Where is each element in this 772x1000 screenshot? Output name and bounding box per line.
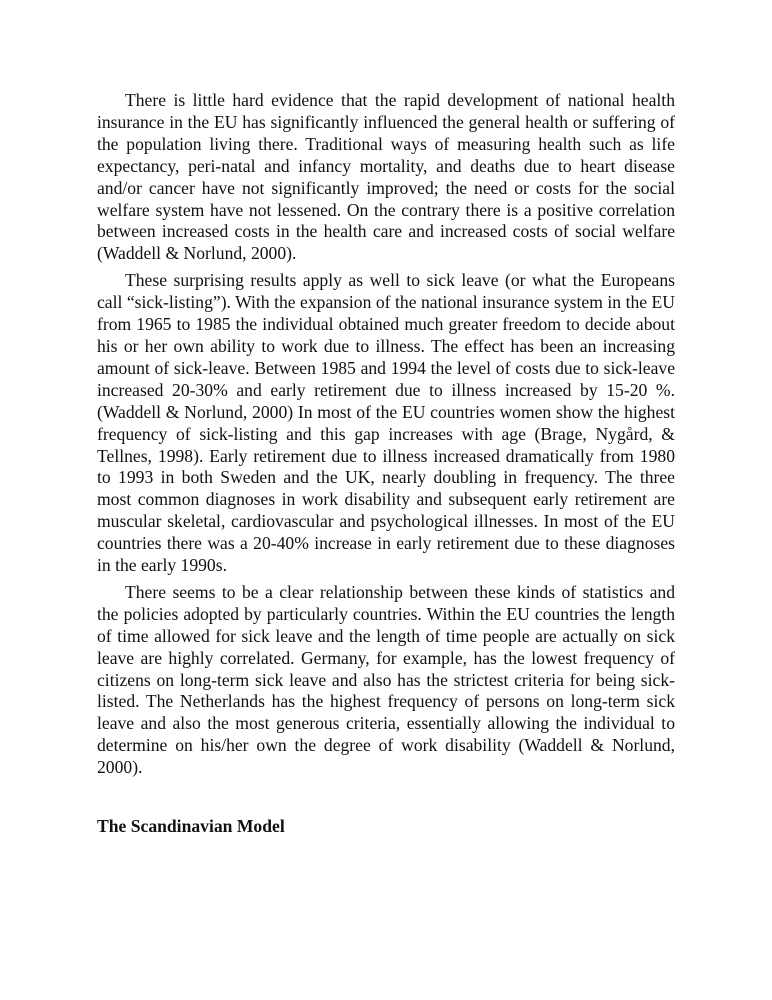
body-paragraph: There is little hard evidence that the rapid development of national health insurance in the EU has significantly influenced the general health or suffering of the population living there. Traditional ways of measuring health such as life expectancy, peri-natal and infancy mortality, and deaths due to heart disease and/or cancer have not significantly improved; the need or costs for the social welfare system have not lessened. On the contrary there is a positive correlation between increased costs in the health care and increased costs of social welfare (Waddell & Norlund, 2000). xyxy=(97,90,675,264)
body-paragraph: These surprising results apply as well to sick leave (or what the Europeans call “sick-listing”). With the expansion of the national insurance system in the EU from 1965 to 1985 the individual obtained much greater freedom to decide about his or her own ability to work due to illness. The effect has been an increasing amount of sick-leave. Between 1985 and 1994 the level of costs due to sick-leave increased 20-30% and early retirement due to illness increased by 15-20 %. (Waddell & Norlund, 2000) In most of the EU countries women show the highest frequency of sick-listing and this gap increases with age (Brage, Nygård, & Tellnes, 1998). Early retirement due to illness increased dramatically from 1980 to 1993 in both Sweden and the UK, nearly doubling in frequency. The three most common diagnoses in work disability and subsequent early retirement are muscular skeletal, cardiovascular and psychological illnesses. In most of the EU countries there was a 20-40% increase in early retirement due to these diagnoses in the early 1990s. xyxy=(97,270,675,576)
document-page xyxy=(97,90,675,837)
body-paragraph: There seems to be a clear relationship between these kinds of statistics and the policies adopted by particularly countries. Within the EU countries the length of time allowed for sick leave and the length of time people are actually on sick leave are highly correlated. Germany, for example, has the lowest frequency of citizens on long-term sick leave and also has the strictest criteria for being sick-listed. The Netherlands has the highest frequency of persons on long-term sick leave and also the most generous criteria, essentially allowing the individual to determine on his/her own the degree of work disability (Waddell & Norlund, 2000). xyxy=(97,581,675,778)
section-heading: The Scandinavian Model xyxy=(97,816,285,837)
